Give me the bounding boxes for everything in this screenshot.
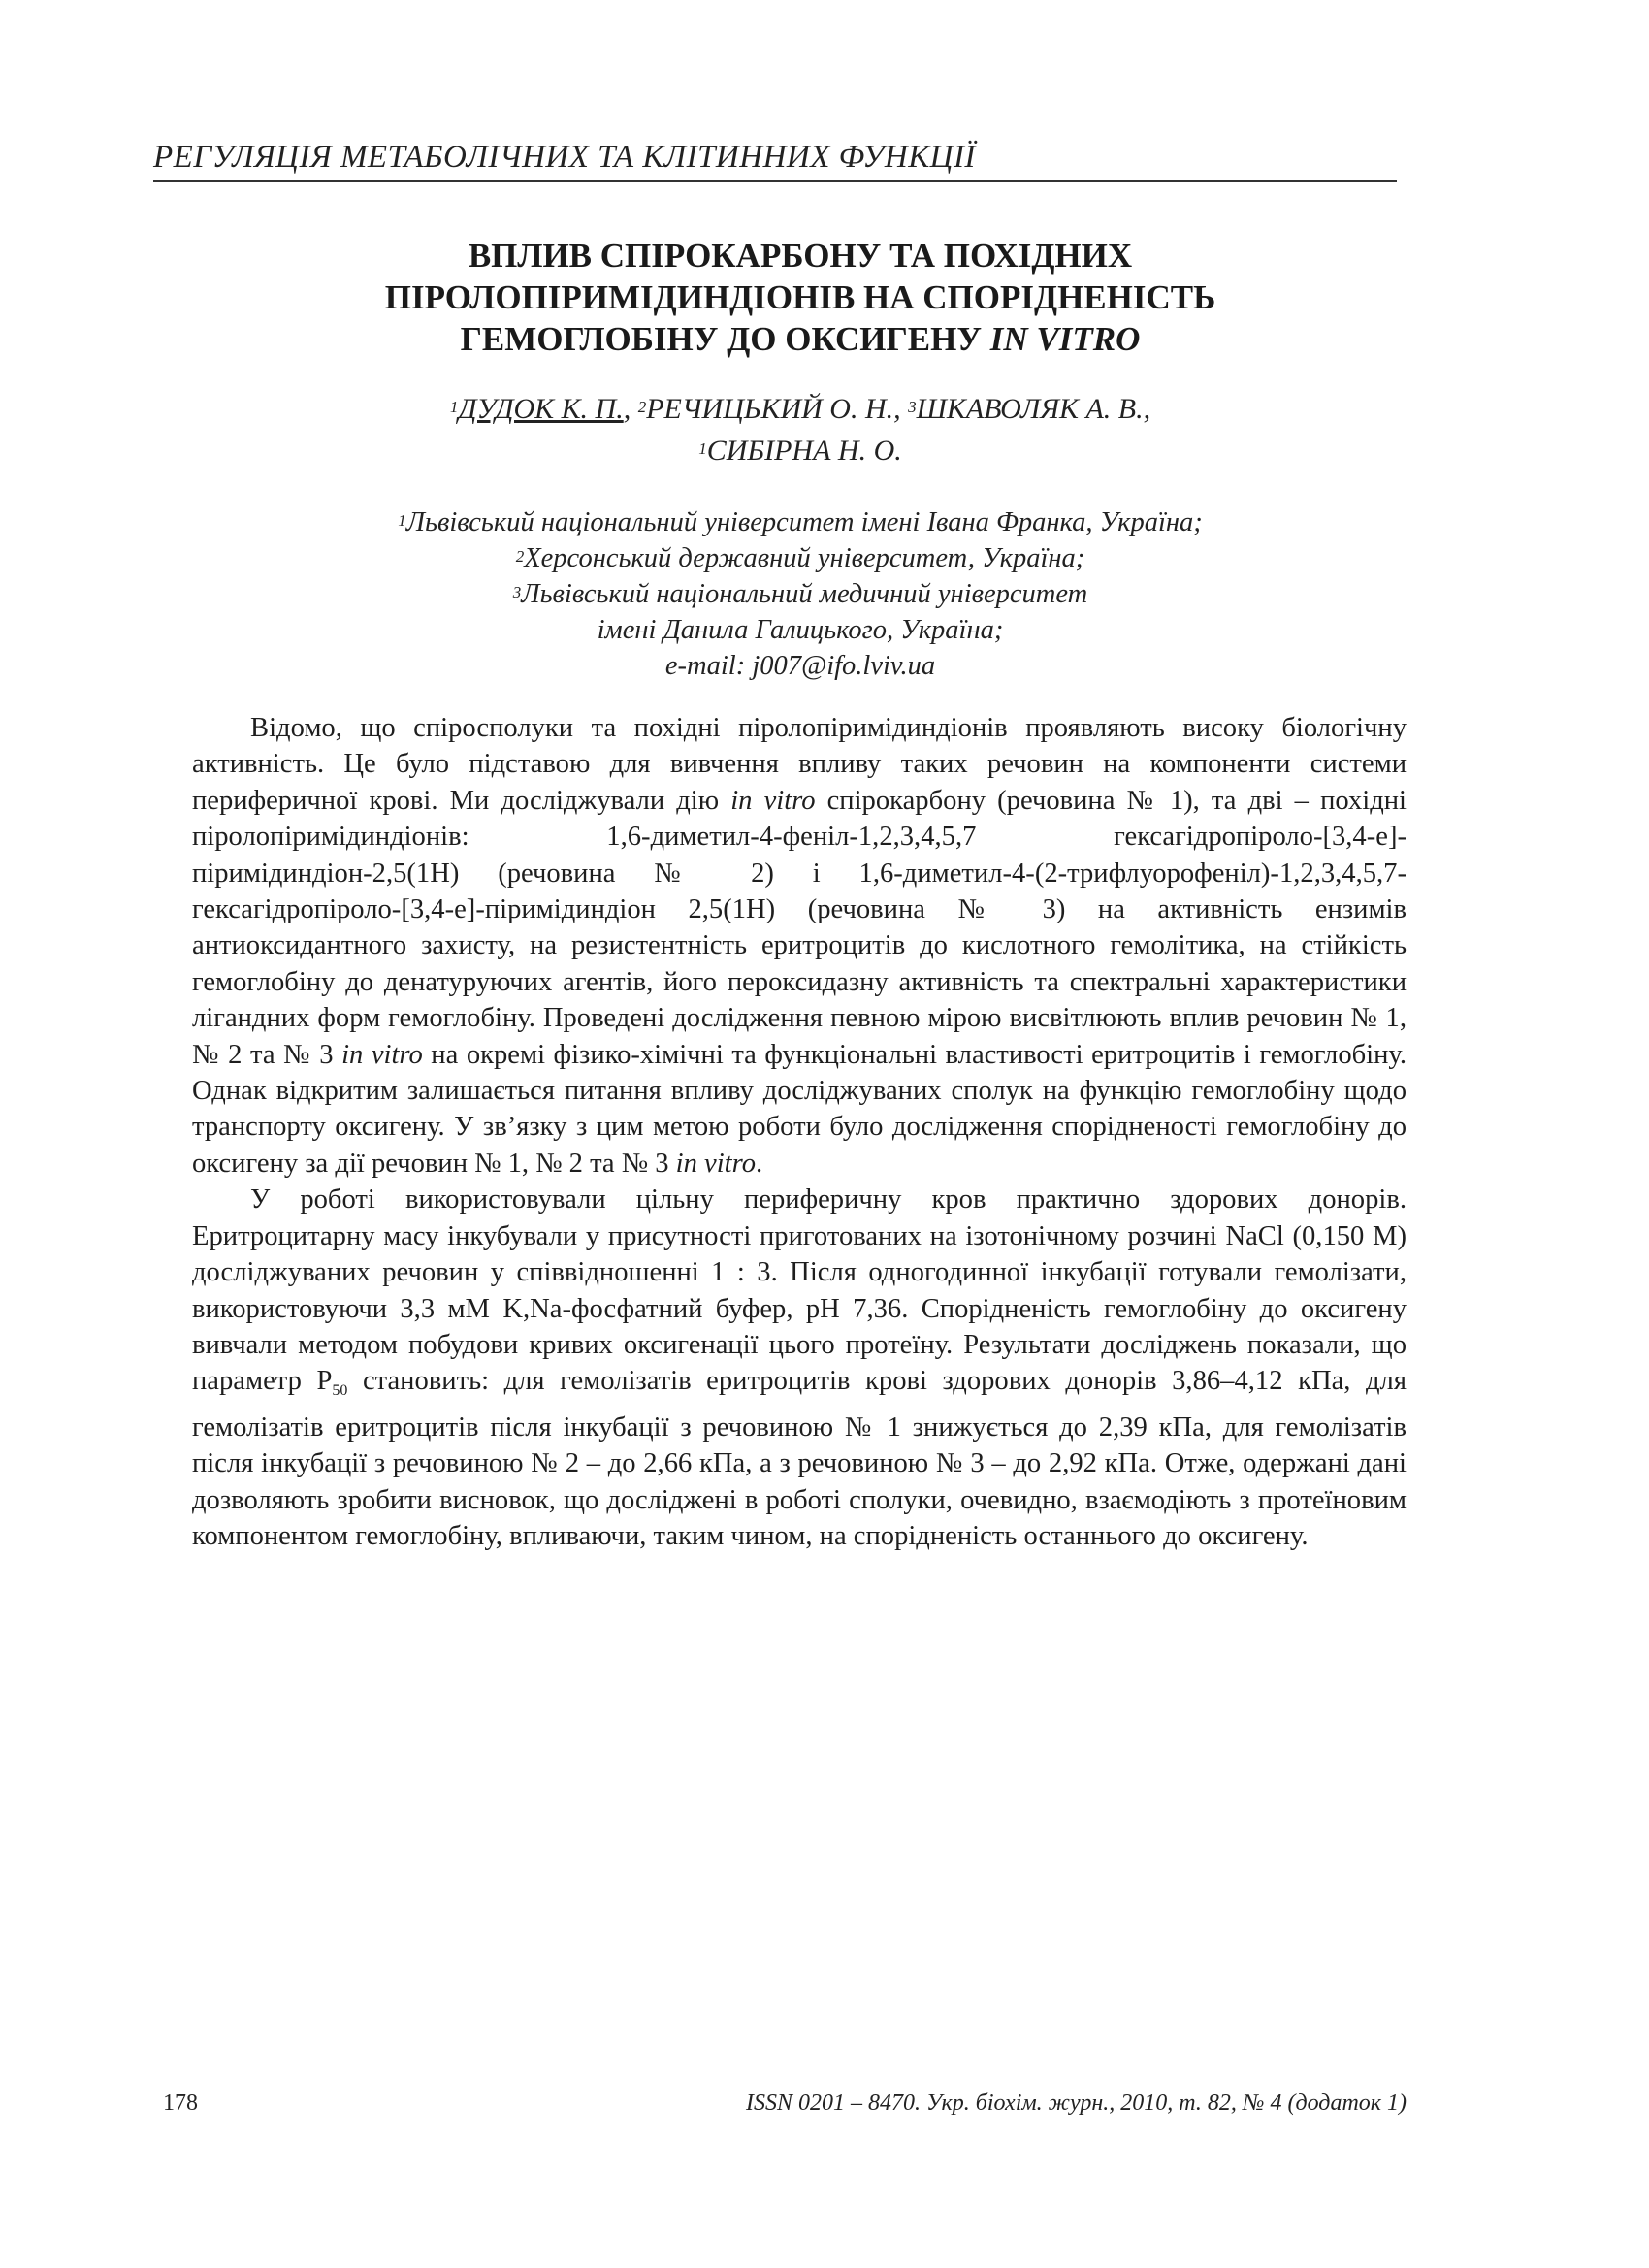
author-1-name: ДУДОК К. П. xyxy=(458,393,624,425)
article-title xyxy=(194,235,1406,360)
title-line-2: ПІРОЛОПІРИМІДИНДІОНІВ НА СПОРІДНЕНІСТЬ xyxy=(384,278,1216,316)
p50-subscript: 50 xyxy=(332,1382,348,1400)
author-2-name: РЕЧИЦЬКИЙ О. Н. xyxy=(646,393,894,425)
paragraph-1 xyxy=(192,710,1406,1182)
running-head: РЕГУЛЯЦІЯ МЕТАБОЛІЧНИХ ТА КЛІТИННИХ ФУНКЦІЇ xyxy=(153,136,1397,182)
author-3-affil: 3 xyxy=(908,398,917,416)
affiliation-3-cont xyxy=(194,612,1406,648)
title-line-1: ВПЛИВ СПІРОКАРБОНУ ТА ПОХІДНИХ xyxy=(468,237,1133,275)
abstract-body xyxy=(192,710,1406,1554)
page-footer xyxy=(163,2090,1406,2129)
title-in-vitro: IN VITRO xyxy=(989,320,1141,358)
p1-text-c: на окремі фізико-хімічні та функціональні властивості еритроцитів і гемоглобіну. Однак відкритим залишається питання впливу досліджуваних сполук на функцію гемоглобіну щодо транспорту оксигену. У зв’язку з цим метою роботи було дослідження спорідненості гемоглобіну до оксигену за дії речовин № 1, № 2 та № 3 xyxy=(192,1039,1407,1179)
p1-italic-2: in vitro xyxy=(341,1039,423,1070)
author-list xyxy=(194,388,1406,471)
affiliation-1 xyxy=(194,504,1406,540)
authors-line-1: $^1$ДУДОК К. П., $^2$РЕЧИЦЬКИЙ О. Н., $^3$ШКАВОЛЯК А. В., xyxy=(449,393,1151,425)
paragraph-2 xyxy=(192,1182,1406,1554)
affiliations xyxy=(194,504,1406,684)
affiliation-1-sup: 1 xyxy=(398,511,406,530)
p2-text-a: У роботі використовували цільну периферичну кров практично здорових донорів. Еритроцитарну масу інкубували у присутності приготованих на ізотонічному розчині NaCl (0,150 М) досліджуваних речовин у співвідношенні 1 : 3. Після одногодинної інкубації готували гемолізати, використовуючи 3,3 мМ K,Na-фосфатний буфер, pH 7,36. Спорідненість гемоглобіну до оксигену вивчали методом побудови кривих оксигенації цього протеїну. Результати досліджень показали, що параметр P xyxy=(192,1184,1406,1397)
p1-text-b: спірокарбону (речовина № 1), та дві – похідні піролопіримідиндіонів: 1,6-диметил-4-феніл-1,2,3,4,5,7 гексагідропіроло-[3,4-e]-піримідиндіон-2,5(1H) (речовина № 2) і 1,6-диметил-4-(2-трифлуорофеніл)-1,2,3,4,5,7-гексагідропіроло-[3,4-e]-піримідиндіон 2,5(1H) (речовина № 3) на активність ензимів антиоксидантного захисту, на резистентність еритроцитів до кислотного гемолітика, на стійкість гемоглобіну до денатуруючих агентів, його пероксидазну активність та спектральні характеристики лігандних форм гемоглобіну. Проведені дослідження певною мірою висвітлюють вплив речовин № 1, № 2 та № 3 xyxy=(192,785,1406,1070)
affiliation-2-text: Херсонський державний університет, Україна; xyxy=(524,543,1085,573)
author-2-affil: 2 xyxy=(637,398,647,416)
email-text: e-mail: j007@ifo.lviv.ua xyxy=(664,651,936,681)
page-number: 178 xyxy=(163,2090,198,2116)
title-line-3-text: ГЕМОГЛОБІНУ ДО ОКСИГЕНУ xyxy=(460,320,982,358)
author-4-name: СИБІРНА Н. О. xyxy=(706,435,902,467)
affiliation-2-sup: 2 xyxy=(515,547,525,566)
p1-italic-3: in vitro xyxy=(675,1148,756,1179)
p2-text-b: становить: для гемолізатів еритроцитів крові здорових донорів 3,86–4,12 кПа, для гемолізатів еритроцитів після інкубації з речовиною № 1 знижується до 2,39 кПа, для гемолізатів після інкубації з речовиною № 2 – до 2,66 кПа, а з речовиною № 3 – до 2,92 кПа. Отже, одержані дані дозволяють зробити висновок, що досліджені в роботі сполуки, очевидно, взаємодіють з протеїновим компонентом гемоглобіну, впливаючи, таким чином, на спорідненість останнього до оксигену. xyxy=(192,1366,1406,1551)
author-1-affil: 1 xyxy=(449,398,459,416)
contact-email xyxy=(194,648,1406,684)
title-line-3 xyxy=(194,318,1406,360)
author-4-affil: 1 xyxy=(698,439,707,458)
affiliation-3-text: Львівський національний медичний університет xyxy=(521,579,1088,609)
journal-citation: ISSN 0201 – 8470. Укр. біохім. журн., 2010, т. 82, № 4 (додаток 1) xyxy=(746,2090,1406,2116)
p1-italic-1: in vitro xyxy=(730,785,816,816)
affiliation-3-cont-text: імені Данила Галицького, Україна; xyxy=(597,615,1004,645)
p1-text-d: . xyxy=(756,1148,763,1179)
affiliation-1-text: Львівський національний університет імені Івана Франка, Україна; xyxy=(405,507,1203,537)
author-3-name: ШКАВОЛЯК А. В. xyxy=(916,393,1144,425)
affiliation-3-sup: 3 xyxy=(512,583,522,601)
authors-line-2 xyxy=(194,430,1406,471)
p1-text-a: Відомо, що спіросполуки та похідні піролопіримідиндіонів проявляють високу біологічну активність. Це було підставою для вивчення впливу таких речовин на компоненти системи периферичної крові. Ми досліджували дію xyxy=(192,713,1406,816)
affiliation-3 xyxy=(194,576,1406,612)
affiliation-2 xyxy=(194,540,1406,576)
